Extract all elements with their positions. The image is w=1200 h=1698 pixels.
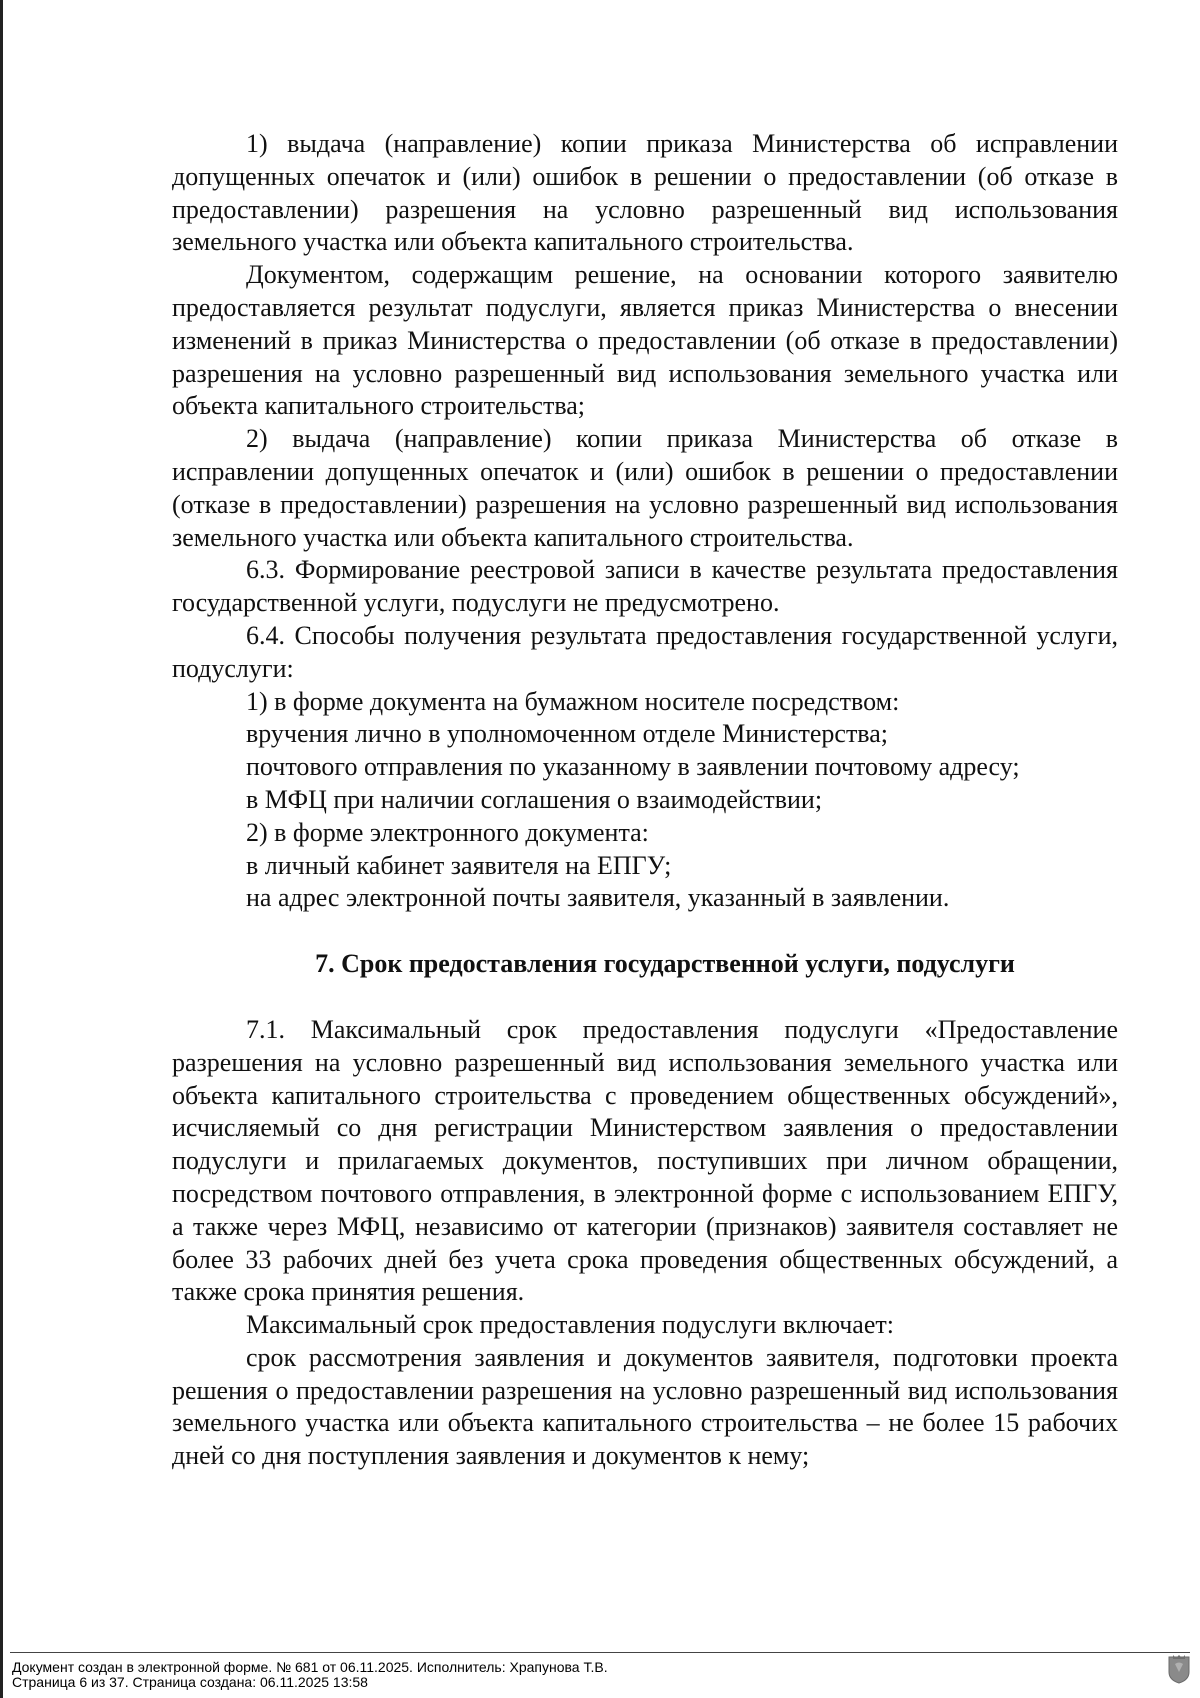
paragraph-6-4: 6.4. Способы получения результата предоставления государственной услуги, подуслуги: — [172, 620, 1118, 683]
paragraph-result-item-2: 2) выдача (направление) копии приказа Министерства об отказе в исправлении допущенных опечаток и (или) ошибок в решении о предоставлении (отказе в предоставлении) разрешения на условно разрешенный вид использования земельного участка или объекта капитального строительства. — [172, 424, 1118, 552]
page-left-edge — [0, 0, 3, 1698]
paragraph-review-term: срок рассмотрения заявления и документов заявителя, подготовки проекта решения о предоставлении разрешения на условно разрешенный вид использования земельного участка или объекта капитального строительства – не более 15 рабочих дней со дня поступления заявления и документов к нему; — [172, 1342, 1118, 1471]
footer-text — [12, 1660, 608, 1690]
paragraph-decision-document: Документом, содержащим решение, на основании которого заявителю предоставляется результат подуслуги, является приказ Министерства о внесении изменений в приказ Министерства о предоставлении (об отказе в предоставлении) разрешения на условно разрешенный вид использования земельного участка или объекта капитального строительства; — [172, 260, 1118, 421]
paragraph-result-item-1: 1) выдача (направление) копии приказа Министерства об исправлении допущенных опечаток и (или) ошибок в решении о предоставлении (об отказе в предоставлении) разрешения на условно разрешенный вид использования земельного участка или объекта капитального строительства. — [172, 129, 1118, 257]
footer-line-document-info: Документ создан в электронной форме. № 681 от 06.11.2025. Исполнитель: Храпунова Т.В. — [12, 1659, 608, 1675]
list-item: 2) в форме электронного документа: — [246, 817, 649, 847]
paragraph-6-3: 6.3. Формирование реестровой записи в качестве результата предоставления государственной услуги, подуслуги не предусмотрено. — [172, 555, 1118, 618]
paragraph-7-1: 7.1. Максимальный срок предоставления подуслуги «Предоставление разрешения на условно разрешенный вид использования земельного участка или объекта капитального строительства с проведением общественных обсуждений», исчисляемый со дня регистрации Министерством заявления о предоставлении подуслуги и прилагаемых документов, поступивших при личном обращении, посредством почтового отправления, в электронной форме с использованием ЕПГУ, а также через МФЦ, независимо от категории (признаков) заявителя составляет не более 33 рабочих дней без учета срока проведения общественных обсуждений, а также срока принятия решения. — [172, 1014, 1118, 1307]
document-body — [172, 128, 1118, 1473]
page-footer — [0, 1652, 1200, 1698]
coat-of-arms-icon — [1168, 1654, 1190, 1684]
list-item: в личный кабинет заявителя на ЕПГУ; — [246, 850, 672, 880]
spacer — [172, 981, 1118, 1014]
list-item: 1) в форме документа на бумажном носителе посредством: — [246, 686, 900, 716]
list-item: на адрес электронной почты заявителя, указанный в заявлении. — [246, 883, 950, 913]
paragraph-max-term-includes: Максимальный срок предоставления подуслуги включает: — [246, 1310, 894, 1340]
spacer — [172, 915, 1118, 948]
list-item: в МФЦ при наличии соглашения о взаимодействии; — [246, 784, 823, 814]
list-item: почтового отправления по указанному в заявлении почтовому адресу; — [246, 752, 1020, 782]
list-item: вручения лично в уполномоченном отделе Министерства; — [246, 719, 889, 749]
section-heading: 7. Срок предоставления государственной услуги, подуслуги — [315, 949, 1015, 979]
footer-divider — [10, 1652, 1190, 1653]
footer-line-page-info: Страница 6 из 37. Страница создана: 06.11.2025 13:58 — [12, 1674, 368, 1690]
